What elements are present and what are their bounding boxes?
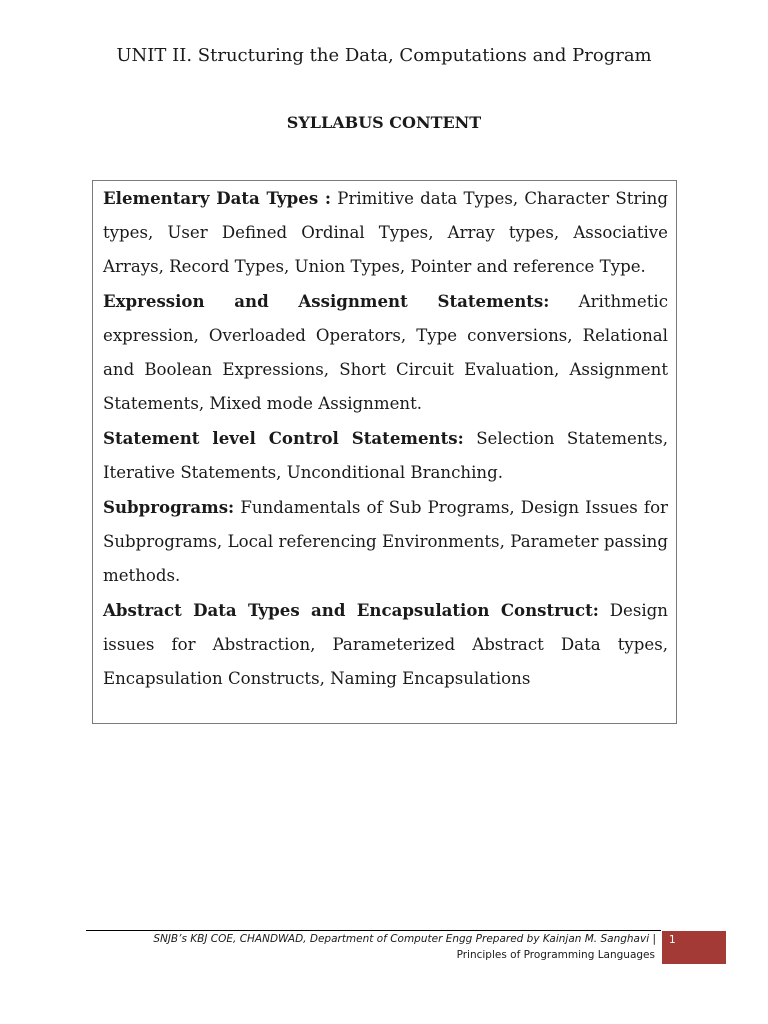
page-number: 1 bbox=[662, 931, 726, 964]
topic-expression-and-assignment bbox=[103, 284, 668, 421]
topic-heading: Subprograms: bbox=[103, 497, 235, 517]
footer-course-name: Principles of Programming Languages bbox=[456, 949, 655, 961]
topic-elementary-data-types bbox=[103, 181, 668, 284]
unit-title: UNIT II. Structuring the Data, Computations and Program bbox=[116, 45, 652, 66]
topic-content: Arithmetic expression, Overloaded Operators, Type conversions, Relational and Boolean Expressions, Short Circuit Evaluation, Assignment Statements, Mixed mode Assignment. bbox=[103, 292, 668, 413]
topic-control-statements bbox=[103, 421, 668, 490]
topic-heading: Expression and Assignment Statements: bbox=[103, 291, 550, 311]
topic-content: Fundamentals of Sub Programs, Design Issues for Subprograms, Local referencing Environments, Parameter passing methods. bbox=[103, 498, 668, 585]
topic-heading: Elementary Data Types : bbox=[103, 188, 332, 208]
topic-abstract-data-types bbox=[103, 593, 668, 696]
topic-content: Primitive data Types, Character String types, User Defined Ordinal Types, Array types, Associative Arrays, Record Types, Union Types, Pointer and reference Type. bbox=[103, 189, 668, 276]
syllabus-content-box bbox=[92, 180, 677, 724]
topic-content: Design issues for Abstraction, Parameterized Abstract Data types, Encapsulation Constructs, Naming Encapsulations bbox=[103, 601, 668, 688]
topic-content: Selection Statements, Iterative Statements, Unconditional Branching. bbox=[103, 429, 669, 482]
topic-heading: Abstract Data Types and Encapsulation Construct: bbox=[103, 600, 599, 620]
section-heading: SYLLABUS CONTENT bbox=[286, 113, 482, 132]
topic-heading: Statement level Control Statements: bbox=[103, 428, 464, 448]
footer-institution-credit: SNJB’s KBJ COE, CHANDWAD, Department of Computer Engg Prepared by Kainjan M. Sanghavi | bbox=[153, 933, 656, 945]
topic-subprograms bbox=[103, 490, 668, 593]
